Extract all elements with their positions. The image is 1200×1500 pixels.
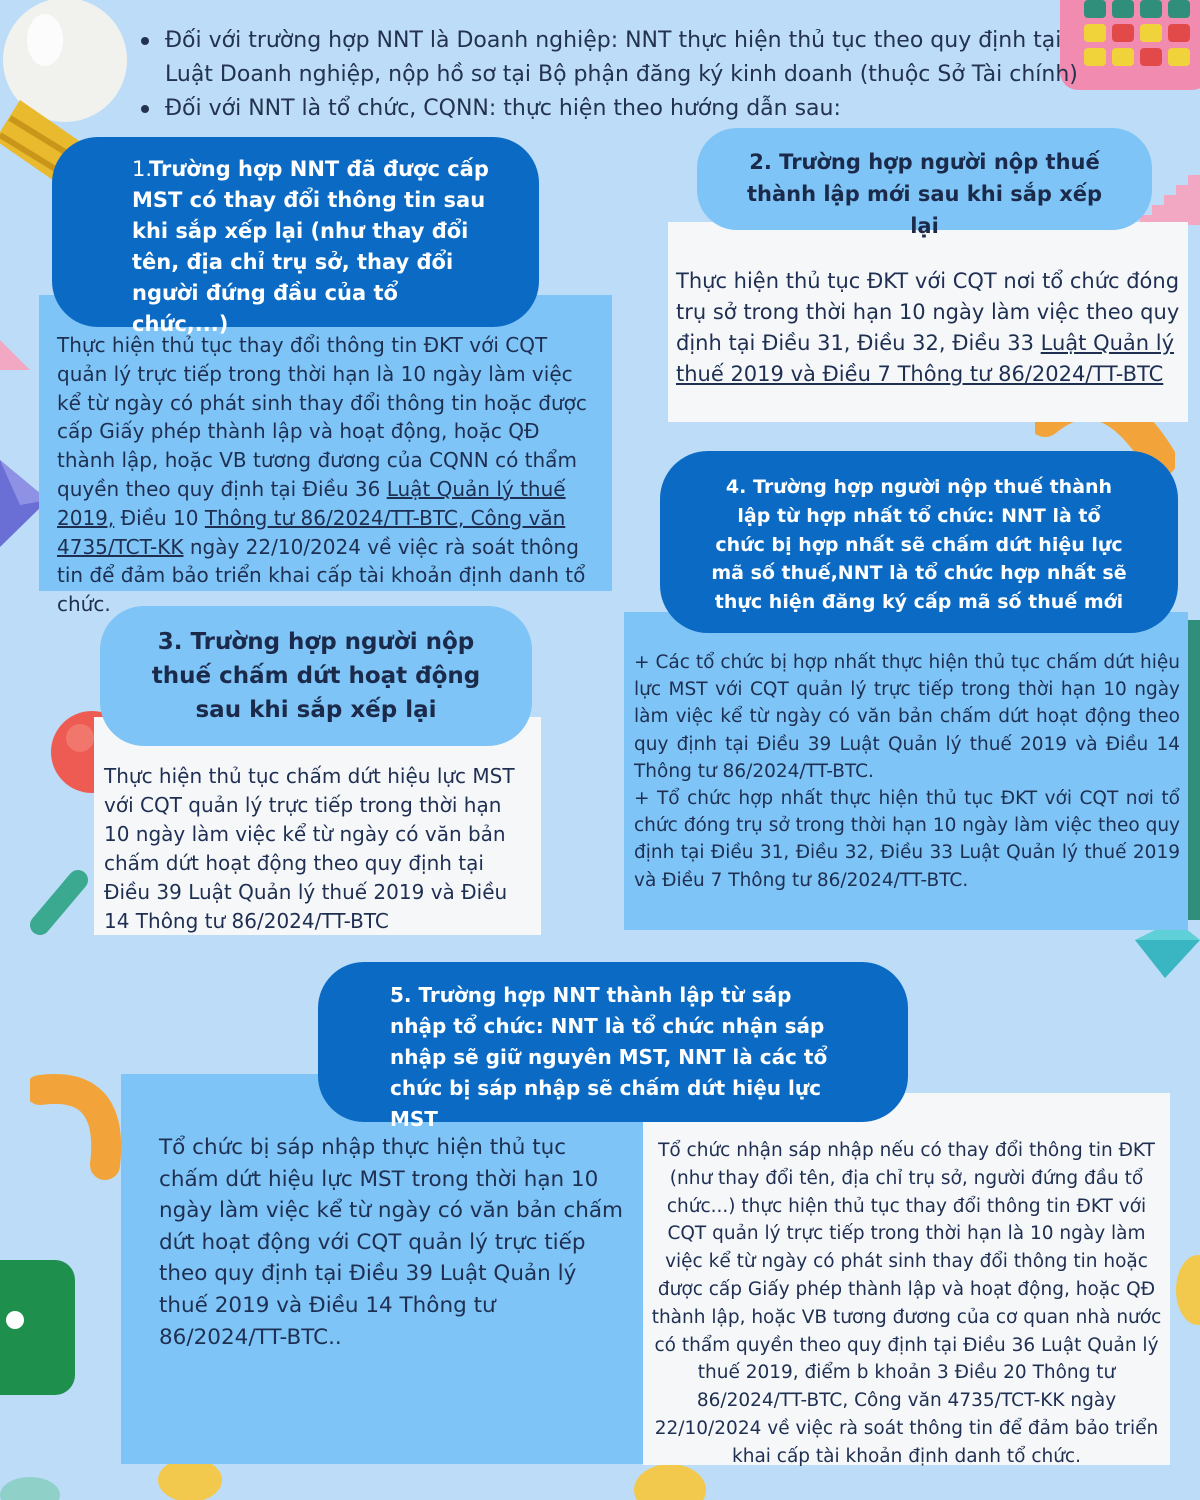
case1-header	[52, 137, 539, 336]
case1-body-text-2: Điều 10	[120, 505, 199, 530]
case4-title: 4. Trường hợp người nộp thuế thành lập từ hợp nhất tổ chức: NNT là tổ chức bị hợp nhất sẽ chấm dứt hiệu lực mã số thuế,NNT là tổ chức hợp nhất sẽ thực hiện đăng ký cấp mã số thuế mới	[711, 476, 1127, 614]
case2-body-text: Thực hiện thủ tục ĐKT với CQT nơi tổ chức đóng trụ sở trong thời hạn 10 ngày làm việc theo quy định tại Điều 31, Điều 32, Điều 33	[676, 269, 1180, 355]
case5-right-text: Tổ chức nhận sáp nhập nếu có thay đổi thông tin ĐKT (như thay đổi tên, địa chỉ trụ sở, người đứng đầu tổ chức...) thực hiện thủ tục thay đổi thông tin ĐKT với CQT quản lý trực tiếp trong thời hạn là 10 ngày làm việc kể từ ngày có phát sinh thay đổi thông tin hoặc được cấp Giấy phép thành lập và hoạt động, hoặc QĐ thành lập, hoặc VB tương đương của cơ quan nhà nước có thẩm quyền theo quy định tại Điều 36 Luật Quản lý thuế 2019, điểm b khoản 3 Điều 20 Thông tư 86/2024/TT-BTC, Công văn 4735/TCT-KK ngày 22/10/2024 về việc rà soát thông tin để đảm bảo triển khai cấp tài khoản định danh tổ chức.	[651, 1140, 1162, 1467]
case5-left-text: Tổ chức bị sáp nhập thực hiện thủ tục chấm dứt hiệu lực MST trong thời hạn 10 ngày làm việc kể từ ngày có văn bản chấm dứt hoạt động với CQT quản lý trực tiếp theo quy định tại Điều 39 Luật Quản lý thuế 2019 và Điều 14 Thông tư 86/2024/TT-BTC..	[159, 1135, 623, 1350]
intro-bullet-list	[135, 24, 1095, 126]
case1-number: 1.	[132, 157, 153, 181]
case5-right-box	[643, 1093, 1170, 1465]
case3-body-text: Thực hiện thủ tục chấm dứt hiệu lực MST với CQT quản lý trực tiếp trong thời hạn 10 ngày làm việc kể từ ngày có văn bản chấm dứt hoạt động theo quy định tại Điều 39 Luật Quản lý thuế 2019 và Điều 14 Thông tư 86/2024/TT-BTC	[104, 764, 515, 933]
cylinder-shape	[30, 870, 95, 940]
case1-body-text: Thực hiện thủ tục thay đổi thông tin ĐKT với CQT quản lý trực tiếp trong thời hạn là 10 ngày làm việc kể từ ngày có phát sinh thay đổi thông tin hoặc được cấp Giấy phép thành lập và hoạt động, hoặc QĐ thành lập, hoặc VB tương đương của CQNN có thẩm quyền theo quy định tại Điều 36	[57, 333, 587, 501]
case1-body-text-3: ngày 22/10/2024 về việc rà soát thông tin để đảm bảo triển khai cấp tài khoản định danh tổ chức.	[57, 534, 586, 617]
coin-shape	[1170, 1250, 1200, 1330]
case2-header	[697, 128, 1152, 238]
steps-shape-left	[0, 340, 30, 370]
case4-header	[660, 451, 1178, 633]
case5-header	[318, 962, 908, 1131]
case1-title: Trường hợp NNT đã được cấp MST có thay đổi thông tin sau khi sắp xếp lại (như thay đổi tên, địa chỉ trụ sở, thay đổi người đứng đầu của tổ chức,...)	[132, 157, 489, 336]
case4-para-1: + Các tổ chức bị hợp nhất thực hiện thủ tục chấm dứt hiệu lực MST với CQT quản lý trực tiếp trong thời hạn 10 ngày làm việc kể từ ngày có văn bản chấm dứt hoạt động theo quy định tại Điều 39 Luật Quản lý thuế 2019 và Điều 14 Thông tư 86/2024/TT-BTC.	[634, 652, 1180, 782]
intro-bullet: Đối với NNT là tổ chức, CQNN: thực hiện theo hướng dẫn sau:	[135, 92, 1095, 126]
case4-para-2: + Tổ chức hợp nhất thực hiện thủ tục ĐKT với CQT nơi tổ chức đóng trụ sở trong thời hạn 10 ngày làm việc theo quy định tại Điều 31, Điều 32, Điều 33 Luật Quản lý thuế 2019 và Điều 7 Thông tư 86/2024/TT-BTC.	[634, 788, 1180, 891]
case2-title: 2. Trường hợp người nộp thuế thành lập mới sau khi sắp xếp lại	[746, 150, 1103, 238]
intro-bullet: Đối với trường hợp NNT là Doanh nghiệp: NNT thực hiện thủ tục theo quy định tại Luật Doanh nghiệp, nộp hồ sơ tại Bộ phận đăng ký kinh doanh (thuộc Sở Tài chính)	[135, 24, 1095, 92]
case1-link-luat[interactable]: Luật Quản lý thuế 2019,	[57, 476, 566, 530]
case3-header	[100, 606, 532, 746]
case1-link-thongtu[interactable]: Thông tư 86/2024/TT-BTC, Công văn 4735/TCT-KK	[57, 505, 566, 559]
case2-body-box	[668, 222, 1188, 422]
case5-title: 5. Trường hợp NNT thành lập từ sáp nhập tổ chức: NNT là tổ chức nhận sáp nhập sẽ giữ nguyên MST, NNT là các tổ chức bị sáp nhập sẽ chấm dứt hiệu lực MST	[390, 983, 828, 1131]
wallet-icon	[0, 1260, 80, 1400]
case4-body-box	[624, 612, 1188, 930]
case2-link[interactable]: Luật Quản lý thuế 2019 và Điều 7 Thông tư 86/2024/TT-BTC	[676, 331, 1175, 386]
case3-body-box	[94, 717, 541, 935]
green-cube	[1188, 620, 1200, 920]
case3-title: 3. Trường hợp người nộp thuế chấm dứt hoạt động sau khi sắp xếp lại	[151, 629, 481, 723]
